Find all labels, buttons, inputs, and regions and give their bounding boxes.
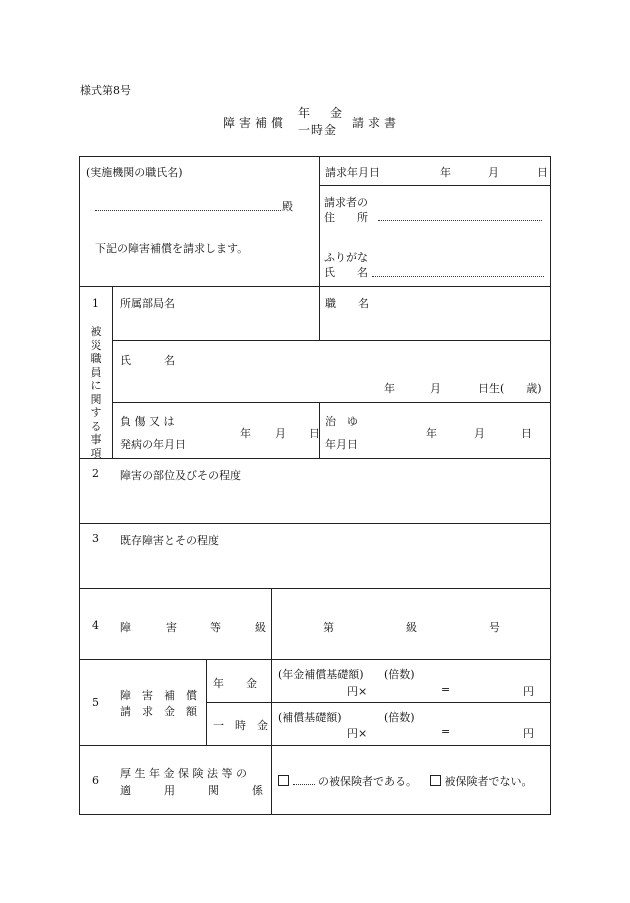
section2-label: 障害の部位及びその程度	[120, 469, 241, 482]
request-date-year: 年	[440, 166, 451, 179]
agency-name-field[interactable]	[95, 210, 281, 211]
pension-equals: =	[441, 683, 451, 696]
request-date-day: 日	[537, 166, 548, 179]
section6-number: 6	[92, 774, 99, 787]
insured-option[interactable]	[278, 773, 417, 789]
cure-day: 日	[521, 427, 532, 440]
address-label-1: 請求者の	[324, 196, 368, 209]
injury-day: 日	[309, 427, 320, 440]
lump-yen-x: 円×	[347, 727, 368, 740]
injury-date-label-2: 発病の年月日	[120, 438, 186, 451]
title-right: 請求書	[352, 116, 401, 130]
pension-yen: 円	[523, 685, 534, 698]
insurance-law-label-2: 適 用 関 係	[120, 784, 263, 797]
lump-equals: =	[441, 725, 451, 738]
checkbox-icon[interactable]	[278, 775, 289, 786]
dept-label: 所属部局名	[120, 297, 175, 310]
birth-year: 年	[384, 382, 395, 395]
title-upper: 年 金	[298, 106, 347, 120]
title-left: 障害補償	[223, 116, 288, 130]
section5-number: 5	[92, 696, 99, 709]
cure-month: 月	[474, 427, 485, 440]
injury-month: 月	[275, 427, 286, 440]
cure-year: 年	[426, 427, 437, 440]
not-insured-option[interactable]	[430, 773, 533, 789]
claimant-name-label: 氏 名	[324, 266, 368, 279]
furigana-label: ふりがな	[324, 251, 368, 264]
section3-number: 3	[92, 532, 99, 545]
pension-yen-x: 円×	[347, 685, 368, 698]
birth-month: 月	[430, 382, 441, 395]
section3-label: 既存障害とその程度	[120, 534, 219, 547]
insurance-type-field[interactable]	[293, 776, 315, 785]
insured-option-label: の被保険者である。	[318, 775, 417, 788]
address-field[interactable]	[378, 220, 542, 221]
injury-year: 年	[240, 427, 251, 440]
agency-label: (実施機関の職氏名)	[86, 166, 183, 179]
lump-yen: 円	[523, 727, 534, 740]
lump-sum-label: 一 時 金	[213, 719, 268, 732]
section2-number: 2	[92, 467, 99, 480]
claimant-name-field[interactable]	[372, 276, 544, 277]
address-label-2: 住 所	[324, 211, 368, 224]
dono-label: 殿	[282, 200, 293, 213]
insurance-law-label-1: 厚 生 年 金 保 険 法 等 の	[120, 767, 247, 780]
claim-amount-label-2: 請 求 金 額	[120, 705, 197, 718]
section4-number: 4	[92, 619, 99, 632]
pension-base-label: (年金補償基礎額)	[278, 668, 364, 681]
title-lower: 一時金	[298, 123, 338, 137]
pension-multiplier-label: (倍数)	[384, 668, 415, 681]
injury-date-label-1: 負 傷 又 は	[120, 415, 175, 428]
request-text: 下記の障害補償を請求します。	[95, 242, 249, 255]
request-date-label: 請求年月日	[325, 166, 380, 179]
claim-amount-label-1: 障 害 補 償	[120, 689, 197, 702]
form-number: 様式第8号	[80, 84, 131, 97]
not-insured-option-label: 被保険者でない。	[444, 775, 533, 788]
request-date-month: 月	[488, 166, 499, 179]
birth-day-age: 日生( 歳)	[478, 382, 542, 395]
job-title-label: 職 名	[325, 297, 369, 310]
section1-number: 1	[92, 297, 99, 310]
lump-multiplier-label: (倍数)	[384, 711, 415, 724]
cure-date-label-1: 治 ゆ	[325, 415, 358, 428]
cure-date-label-2: 年月日	[325, 438, 358, 451]
checkbox-icon[interactable]	[430, 775, 441, 786]
lump-base-label: (補償基礎額)	[278, 711, 342, 724]
pension-label: 年 金	[213, 677, 257, 690]
employee-name-label: 氏 名	[120, 354, 175, 367]
